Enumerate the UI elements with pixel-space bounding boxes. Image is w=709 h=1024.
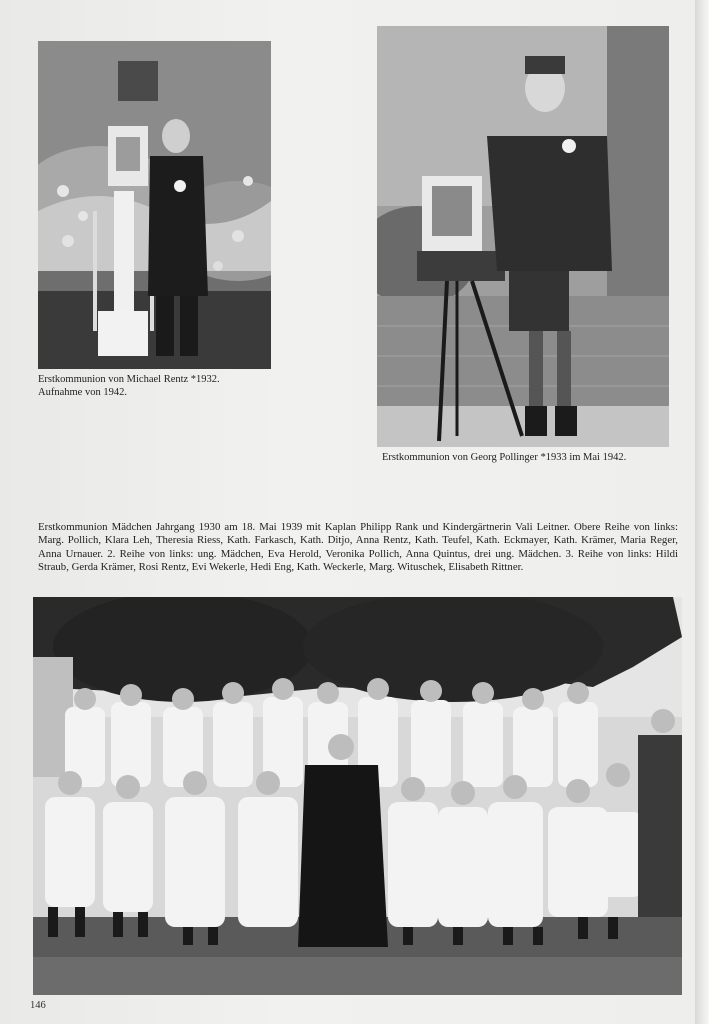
photo-communion-group xyxy=(33,597,682,995)
caption-michael-rentz xyxy=(38,373,278,399)
caption-georg-pollinger: Erstkommunion von Georg Pollinger *1933 im Mai 1942. xyxy=(382,452,627,463)
photo-georg-pollinger xyxy=(377,26,669,447)
photo-michael-rentz xyxy=(38,41,271,369)
page-number: 146 xyxy=(30,1000,46,1011)
page-edge xyxy=(695,0,709,1024)
caption-line-2: Aufnahme von 1942. xyxy=(38,387,127,398)
caption-line-1: Erstkommunion von Michael Rentz *1932. xyxy=(38,374,220,385)
caption-group-photo: Erstkommunion Mädchen Jahrgang 1930 am 18. Mai 1939 mit Kaplan Philipp Rank und Kindergärtnerin Vali Leitner. Obere Reihe von links: Marg. Pollich, Klara Leh, Theresia Riess, Kath. Farkasch, Kath. Ditjo, Anna Rentz, Kath. Teufel, Kath. Eckmayer, Kath. Krämer, Maria Reger, Anna Urnauer. 2. Reihe von links: ung. Mädchen, Eva Herold, Veronika Pollich, Anna Quintus, drei ung. Mädchen. 3. Reihe von links: Hildi Straub, Gerda Krämer, Rosi Rentz, Evi Wekerle, Hedi Eng, Kath. Weckerle, Marg. Wituschek, Elisabeth Rittner. xyxy=(38,521,678,573)
